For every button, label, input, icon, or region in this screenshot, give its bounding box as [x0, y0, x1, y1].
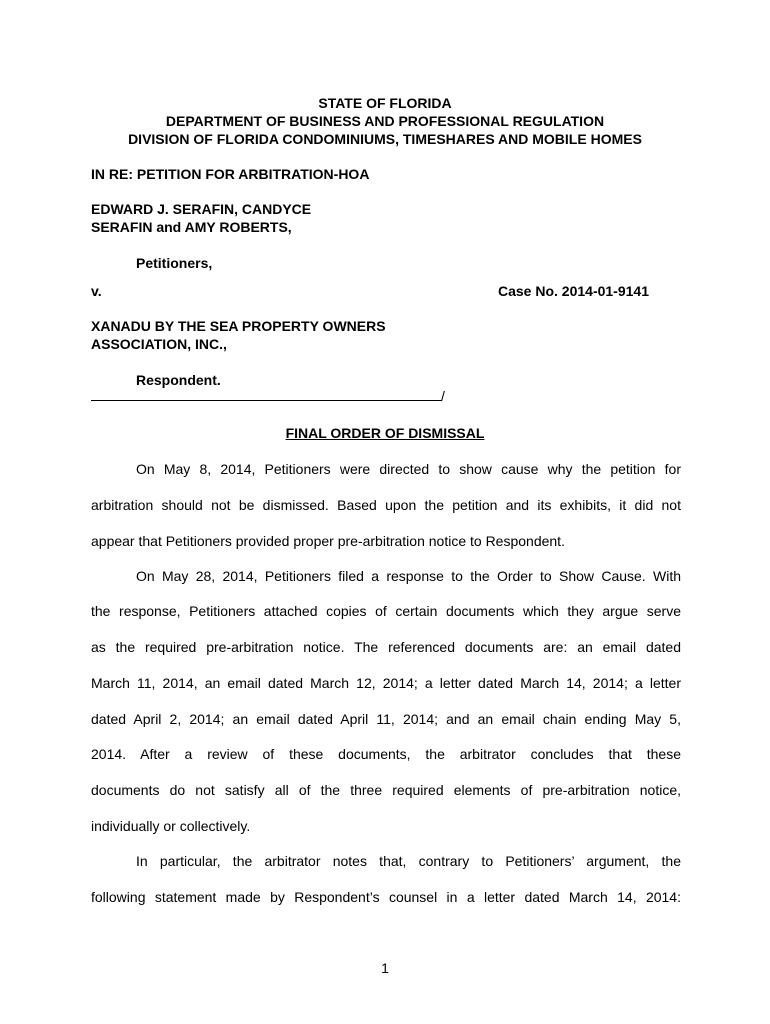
body-line: documents do not satisfy all of the three required elements of pre-arbitration notice,	[91, 782, 681, 798]
caption-rule-slash: /	[441, 388, 445, 404]
body-line: the response, Petitioners attached copies of certain documents which they argue serve	[91, 603, 681, 619]
respondent-label: Respondent.	[136, 372, 221, 388]
respondent-name-line2: ASSOCIATION, INC.,	[91, 336, 227, 352]
caption-rule	[91, 400, 442, 401]
header-state: STATE OF FLORIDA	[318, 95, 452, 111]
body-line: On May 8, 2014, Petitioners were directed to show cause why the petition for	[136, 461, 681, 477]
body-line: 2014. After a review of these documents, the arbitrator concludes that these	[91, 746, 681, 762]
versus: v.	[91, 283, 102, 299]
body-line: appear that Petitioners provided proper pre-arbitration notice to Respondent.	[91, 533, 565, 549]
page-number: 1	[381, 960, 389, 976]
body-line: In particular, the arbitrator notes that, contrary to Petitioners’ argument, the	[136, 853, 681, 869]
body-line: following statement made by Respondent’s counsel in a letter dated March 14, 2014:	[91, 889, 681, 905]
body-line: March 11, 2014, an email dated March 12, 2014; a letter dated March 14, 2014; a letter	[91, 675, 681, 691]
body-line: dated April 2, 2014; an email dated April 11, 2014; and an email chain ending May 5,	[91, 711, 681, 727]
petitioners-names-line2: SERAFIN and AMY ROBERTS,	[91, 219, 292, 235]
body-line: On May 28, 2014, Petitioners filed a response to the Order to Show Cause. With	[136, 568, 681, 584]
petitioners-label: Petitioners,	[136, 255, 213, 271]
case-number: Case No. 2014-01-9141	[498, 283, 649, 299]
body-line: arbitration should not be dismissed. Based upon the petition and its exhibits, it did not	[91, 497, 681, 513]
in-re-line: IN RE: PETITION FOR ARBITRATION-HOA	[91, 166, 370, 182]
body-line: individually or collectively.	[91, 818, 251, 834]
petitioners-names-line1: EDWARD J. SERAFIN, CANDYCE	[91, 201, 312, 217]
body-line: as the required pre-arbitration notice. The referenced documents are: an email dated	[91, 639, 681, 655]
header-division: DIVISION OF FLORIDA CONDOMINIUMS, TIMESHARES AND MOBILE HOMES	[128, 131, 642, 147]
order-title: FINAL ORDER OF DISMISSAL	[285, 425, 485, 441]
respondent-name-line1: XANADU BY THE SEA PROPERTY OWNERS	[91, 318, 386, 334]
header-department: DEPARTMENT OF BUSINESS AND PROFESSIONAL REGULATION	[165, 113, 605, 129]
